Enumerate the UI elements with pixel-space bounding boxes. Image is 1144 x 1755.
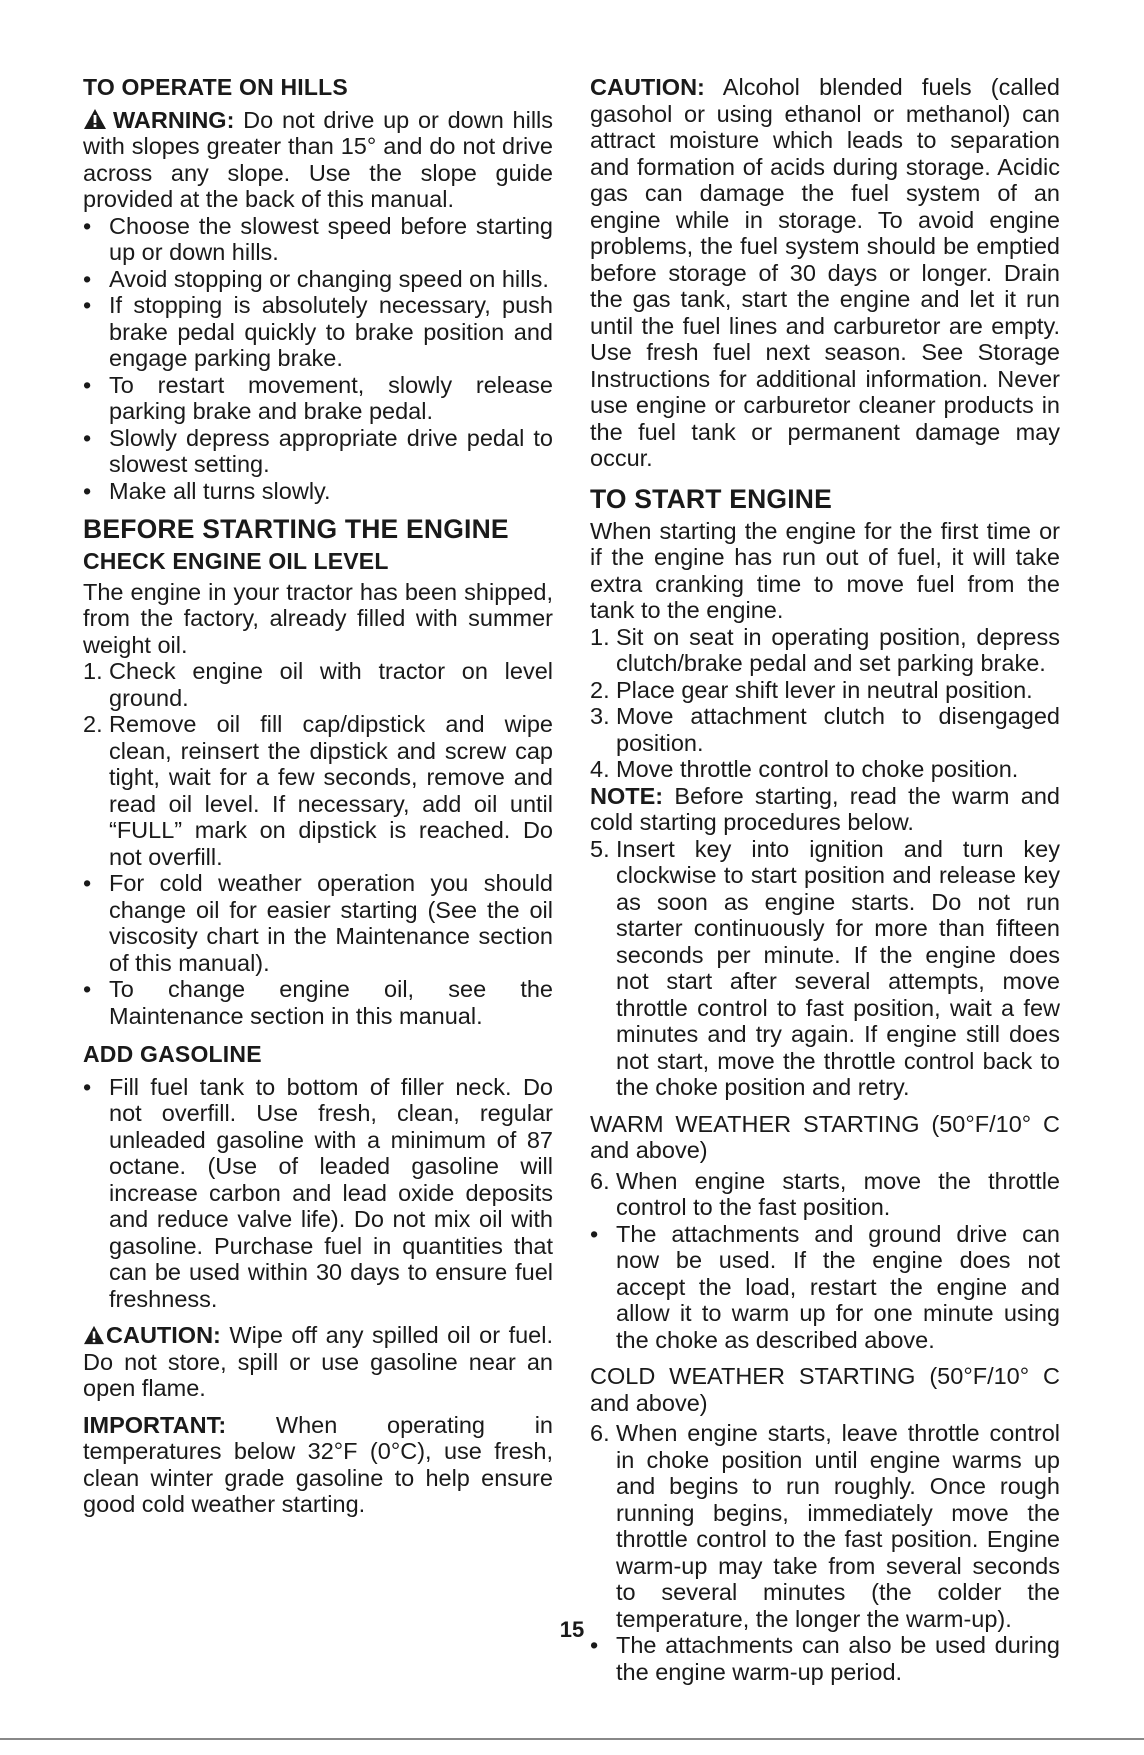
list-item: • For cold weather operation you should change oil for easier starting (See the oil viscosity chart in the Maintenance section of this manual).	[83, 870, 553, 976]
bullet-marker: •	[83, 1073, 92, 1100]
start-engine-heading: TO START ENGINE	[590, 483, 833, 514]
bullet-marker: •	[83, 292, 92, 318]
step-number: 6.	[590, 1167, 610, 1194]
hills-warning	[83, 107, 553, 213]
caution-label: CAUTION:	[590, 74, 705, 100]
step-number: 6.	[590, 1420, 610, 1446]
step-number: 5.	[590, 835, 610, 862]
gasoline-bullet-list	[83, 1074, 553, 1313]
oil-steps	[83, 658, 553, 870]
warm-weather-bullets	[590, 1221, 1060, 1354]
list-item: 1. Check engine oil with tractor on level ground.	[83, 658, 553, 711]
list-item: • Choose the slowest speed before starting up or down hills.	[83, 212, 553, 265]
note-label: NOTE:	[590, 782, 664, 809]
warm-weather-heading: WARM WEATHER STARTING (50°F/10° C and above)	[590, 1110, 1060, 1163]
left-column	[83, 74, 553, 1518]
list-item: 2. Place gear shift lever in neutral position.	[590, 676, 1033, 703]
list-item: 1. Sit on seat in operating position, depress clutch/brake pedal and set parking brake.	[590, 623, 1060, 676]
hills-heading: TO OPERATE ON HILLS	[83, 74, 348, 100]
step-number: 3.	[590, 703, 610, 729]
list-item: • The attachments can also be used during the engine warm-up period.	[590, 1632, 1060, 1685]
start-steps	[590, 624, 1060, 783]
start-step-5	[590, 836, 1060, 1101]
cold-weather-steps	[590, 1420, 1060, 1632]
step-number: 4.	[590, 756, 610, 782]
list-item: • Make all turns slowly.	[83, 477, 331, 504]
important-text: When operating in temperatures below 32°F (0°C), use fresh, clean winter grade gasoline to help ensure good cold weather starting.	[83, 1411, 553, 1517]
bullet-marker: •	[590, 1632, 599, 1658]
hills-bullet-list	[83, 213, 553, 505]
before-starting-heading: BEFORE STARTING THE ENGINE	[83, 514, 509, 544]
list-item: 5. Insert key into ignition and turn key clockwise to start position and release key as soon as engine starts. Do not run starter continuously for more than fifteen seconds per minute. If the engine does not start after several attempts, move throttle control to fast position, wait a few minutes and try again. If engine still does not start, move the throttle control back to the choke position and retry.	[590, 835, 1060, 1100]
list-item: • To change engine oil, see the Maintenance section in this manual.	[83, 976, 553, 1029]
bullet-marker: •	[83, 424, 92, 451]
warning-text: Do not drive up or down hills with slopes greater than 15° and do not drive across any slope. Use the slope guide provided at the back of this manual.	[83, 106, 554, 212]
step-number: 2.	[83, 711, 103, 737]
warning-label: WARNING:	[113, 106, 235, 133]
bullet-marker: •	[83, 477, 92, 504]
list-item: 3. Move attachment clutch to disengaged position.	[590, 703, 1060, 756]
add-gasoline-heading: ADD GASOLINE	[83, 1041, 262, 1067]
caution-text: Wipe off any spilled oil or fuel. Do not store, spill or use gasoline near an open flame.	[83, 1322, 553, 1401]
list-item: 6. When engine starts, leave throttle control in choke position until engine warms up and begins to run roughly. Once rough running begins, immediately move the throttle control to the fast position. Engine warm-up may take from several seconds to several minutes (the colder the temperature, the longer the warm-up).	[590, 1420, 1060, 1632]
caution-text: Alcohol blended fuels (called gasohol or using ethanol or methanol) can attract moisture which leads to separation and formation of acids during storage. Acidic gas can damage the fuel system of an engine while in storage. To avoid engine problems, the fuel system should be emptied before storage of 30 days or longer. Drain the gas tank, start the engine and let it run until the fuel lines and carburetor are empty. Use fresh fuel next season. See Storage Instructions for additional information. Never use engine or carburetor cleaner products in the fuel tank or permanent damage may occur.	[590, 74, 1061, 471]
oil-intro: The engine in your tractor has been shipped, from the factory, already filled with summer weight oil.	[83, 578, 553, 658]
bullet-marker: •	[83, 371, 92, 398]
warning-icon	[83, 108, 107, 130]
bullet-marker: •	[83, 265, 92, 292]
bullet-marker: •	[83, 870, 92, 896]
list-item: • The attachments and ground drive can now be used. If the engine does not accept the load, restart the engine and allow it to warm up for one minute using the choke as described above.	[590, 1220, 1060, 1353]
list-item: • Avoid stopping or changing speed on hills.	[83, 265, 549, 292]
start-intro: When starting the engine for the first time or if the engine has run out of fuel, it will take extra cranking time to move fuel from the tank to the engine.	[590, 517, 1060, 623]
list-item: • Fill fuel tank to bottom of filler neck. Do not overfill. Use fresh, clean, regular unleaded gasoline with a minimum of 87 octane. (Use of leaded gasoline will increase carbon and lead oxide deposits and reduce valve life). Do not mix oil with gasoline. Purchase fuel in quantities that can be used within 30 days to ensure fuel freshness.	[83, 1073, 553, 1312]
list-item: • Slowly depress appropriate drive pedal to slowest setting.	[83, 424, 553, 477]
list-item: 4. Move throttle control to choke position.	[590, 756, 1019, 782]
check-oil-heading: CHECK ENGINE OIL LEVEL	[83, 548, 389, 574]
list-item: 2. Remove oil fill cap/dipstick and wipe clean, reinsert the dipstick and screw cap tight, wait for a few seconds, remove and read oil level. If necessary, add oil until “FULL” mark on dipstick is reached. Do not overfill.	[83, 711, 553, 870]
bullet-marker: •	[83, 212, 92, 239]
step-number: 1.	[83, 658, 103, 684]
gasoline-caution	[83, 1322, 553, 1402]
important-note	[83, 1412, 553, 1518]
caution-label: CAUTION:	[106, 1322, 221, 1348]
start-note	[590, 783, 1060, 836]
bullet-marker: •	[83, 976, 92, 1002]
list-item: 6. When engine starts, move the throttle control to the fast position.	[590, 1167, 1060, 1220]
step-number: 2.	[590, 676, 610, 703]
list-item: • If stopping is absolutely necessary, push brake pedal quickly to brake position and engage parking brake.	[83, 292, 553, 371]
important-label: IMPORTANT:	[83, 1411, 227, 1438]
step-number: 1.	[590, 623, 610, 650]
cold-weather-heading: COLD WEATHER STARTING (50°F/10° C and above)	[590, 1363, 1060, 1416]
fuel-caution	[590, 74, 1060, 472]
note-text: Before starting, read the warm and cold starting procedures below.	[590, 782, 1060, 835]
oil-bullet-list	[83, 870, 553, 1029]
list-item: • To restart movement, slowly release parking brake and brake pedal.	[83, 371, 553, 424]
right-column	[590, 74, 1060, 1685]
bottom-divider	[0, 1738, 1144, 1740]
warning-icon	[83, 1325, 105, 1345]
warm-weather-steps	[590, 1168, 1060, 1221]
bullet-marker: •	[590, 1220, 599, 1247]
page-number: 15	[559, 1617, 585, 1642]
